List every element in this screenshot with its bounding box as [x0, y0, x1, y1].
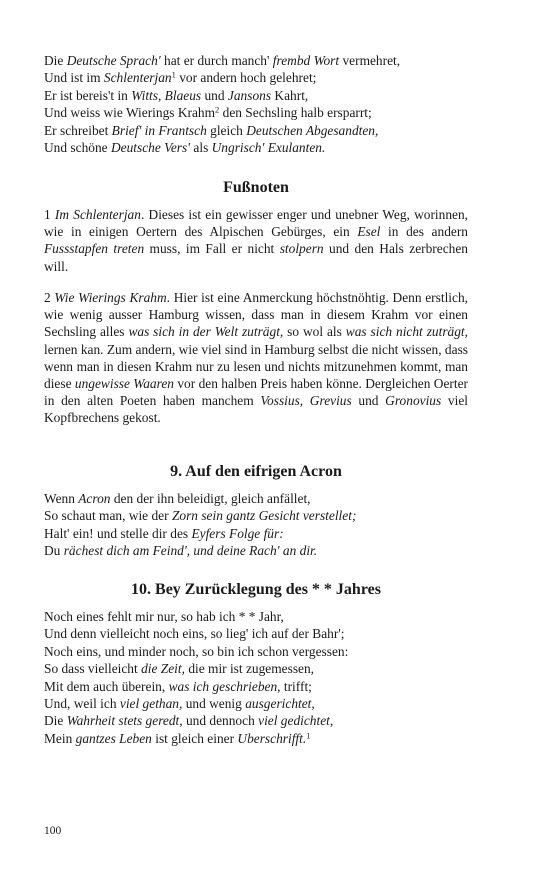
italic-text: Deutsche Vers'	[110, 140, 191, 156]
verse-line	[44, 69, 474, 86]
italic-text: Deutsche Sprach'	[66, 53, 161, 68]
text-run: muss, im Fall er nicht	[144, 241, 280, 257]
text-run: hat er durch manch'	[160, 53, 273, 68]
text-run: Mein	[44, 730, 76, 746]
text-run: Er ist bereis't in	[44, 87, 132, 103]
verse-line	[44, 139, 474, 156]
verse-line	[44, 625, 474, 642]
text-run: und wenig	[182, 696, 246, 712]
verse-line	[44, 490, 474, 507]
italic-text: Im Schlenterjan	[54, 207, 141, 222]
verse-line	[44, 712, 474, 729]
text-run: den der ihn beleidigt, gleich anfället,	[110, 491, 311, 506]
verse-line	[44, 608, 474, 625]
text-run: Er schreibet	[44, 122, 112, 138]
italic-text: Deutschen Abgesandten,	[246, 122, 379, 138]
text-run: Du	[44, 543, 64, 559]
verse-line	[44, 525, 474, 542]
text-run: trifft;	[280, 678, 312, 694]
verse-line	[44, 678, 474, 695]
text-run: 1	[44, 207, 55, 222]
italic-text: was sich nicht zuträgt,	[345, 324, 468, 340]
text-run: Halt' ein! und stelle dir des	[44, 525, 192, 541]
text-run: so wol als	[283, 324, 346, 340]
poem-10-verse	[44, 608, 474, 747]
text-run: und dennoch	[182, 713, 259, 729]
footnote-marker: 2	[215, 104, 220, 115]
italic-text: Uberschrifft.	[237, 730, 307, 746]
verse-line	[44, 643, 474, 660]
text-run: Und schöne	[44, 140, 111, 156]
italic-text: Witts, Blaeus	[131, 87, 202, 103]
text-run: Mit dem auch überein,	[44, 678, 169, 694]
text-run: Kahrt,	[271, 87, 309, 103]
italic-text: was ich geschrieben,	[168, 678, 281, 694]
footnote-marker: 1	[306, 730, 311, 741]
italic-text: Zorn sein gantz Gesicht verstellet;	[171, 508, 357, 524]
italic-text: Wahrheit stets geredt,	[66, 713, 183, 729]
italic-text: Brief' in Frantsch	[111, 122, 207, 138]
text-run: Noch eins, und minder noch, so bin ich schon vergessen:	[44, 643, 349, 659]
italic-text: gantzes Leben	[75, 730, 152, 746]
text-run: vor andern hoch gelehret;	[175, 70, 317, 86]
text-run: und	[201, 87, 228, 103]
text-run: Noch eines fehlt mir nur, so hab ich * * Jahr,	[44, 609, 284, 624]
text-run: Und, weil ich	[44, 696, 120, 712]
italic-text: rächest dich am Feind', und deine Rach' an dir.	[63, 543, 318, 559]
italic-text: ungewisse Waaren	[74, 376, 174, 392]
text-run: . Dieses ist ein gewisser enger und unebner Weg, worinnen, wie in einigen Oertern des Alpischen Gebürges, ein	[44, 207, 469, 240]
text-run: So dass vielleicht	[44, 661, 142, 677]
text-run: Und weiss wie Wierings Krahm	[44, 105, 216, 121]
italic-text: Eyfers Folge für:	[191, 525, 284, 541]
footnote-2	[44, 289, 468, 427]
footnote-1	[44, 206, 468, 275]
text-run: Die	[44, 713, 67, 729]
text-run: in des andern	[380, 224, 468, 240]
italic-text: viel gethan,	[119, 696, 183, 712]
poem-10-title: 10. Bey Zurücklegung des * * Jahres	[131, 581, 381, 598]
italic-text: Acron	[78, 491, 111, 506]
italic-text: Vossius, Grevius	[260, 393, 352, 409]
text-run: . Hier ist eine Anmerckung höchstnöhtig. Denn erstlich, wie wenig ausser Hamburg wissen, dass man in diesem Krahm vor einen Sechsling alles	[44, 290, 469, 340]
footnote-marker: 1	[171, 69, 176, 80]
verse-line	[44, 507, 474, 524]
italic-text: Gronovius	[385, 393, 442, 409]
poem-9-verse	[44, 490, 474, 560]
italic-text: Ungrisch' Exulanten.	[211, 140, 326, 156]
italic-text: viel gedichtet,	[258, 713, 334, 729]
text-run: 2	[44, 290, 55, 305]
text-run: vor den halben Preis haben könne. Dergleichen Oerter in den alten Poeten haben manchem	[44, 376, 469, 409]
text-run: den Sechsling halb ersparrt;	[219, 105, 372, 121]
verse-line	[44, 695, 474, 712]
text-run: lernen kan. Zum andern, wie viel sind in Hamburg selbst die nicht wissen, dass wenn man in diesen Krahm nur zu lesen und nichts mitzunehmen kommt, man diese	[44, 341, 468, 392]
italic-text: Schlenterjan	[103, 70, 172, 86]
italic-text: was sich in der Welt zuträgt,	[128, 324, 284, 340]
verse-line	[44, 104, 474, 121]
text-run: So schaut man, wie der	[44, 508, 172, 524]
verse-line	[44, 52, 474, 69]
verse-line	[44, 730, 474, 747]
verse-line	[44, 660, 474, 677]
text-run: Wenn	[44, 491, 79, 506]
italic-text: stolpern	[279, 241, 324, 257]
italic-text: frembd Wort	[272, 53, 340, 68]
text-run: ist gleich einer	[151, 730, 238, 746]
verse-line	[44, 122, 474, 139]
text-run: vermehret,	[339, 53, 401, 68]
italic-text: Fussstapfen treten	[44, 241, 145, 257]
verse-line	[44, 542, 474, 559]
italic-text: Jansons	[227, 87, 272, 103]
italic-text: ausgerichtet,	[245, 696, 315, 712]
italic-text: Esel	[357, 224, 381, 240]
text-run: Und denn vielleicht noch eins, so lieg' ich auf der Bahr';	[44, 626, 345, 642]
italic-text: Wie Wierings Krahm	[54, 290, 167, 305]
text-run: und	[351, 393, 386, 409]
poem-9-title: 9. Auf den eifrigen Acron	[170, 463, 342, 480]
footnotes-heading: Fußnoten	[223, 179, 289, 196]
italic-text: die Zeit,	[141, 661, 185, 677]
poem-end-verse	[44, 52, 474, 156]
page-number: 100	[44, 825, 62, 837]
text-run: viel Kopfbrechens gekost.	[44, 393, 468, 426]
text-run: die mir ist zugemessen,	[184, 661, 315, 677]
verse-line	[44, 87, 474, 104]
text-run: Und ist im	[44, 70, 104, 86]
text-run: Die	[44, 53, 67, 68]
text-run: und den Hals zerbrechen will.	[44, 241, 468, 274]
text-run: gleich	[206, 122, 247, 138]
text-run: als	[190, 140, 212, 156]
